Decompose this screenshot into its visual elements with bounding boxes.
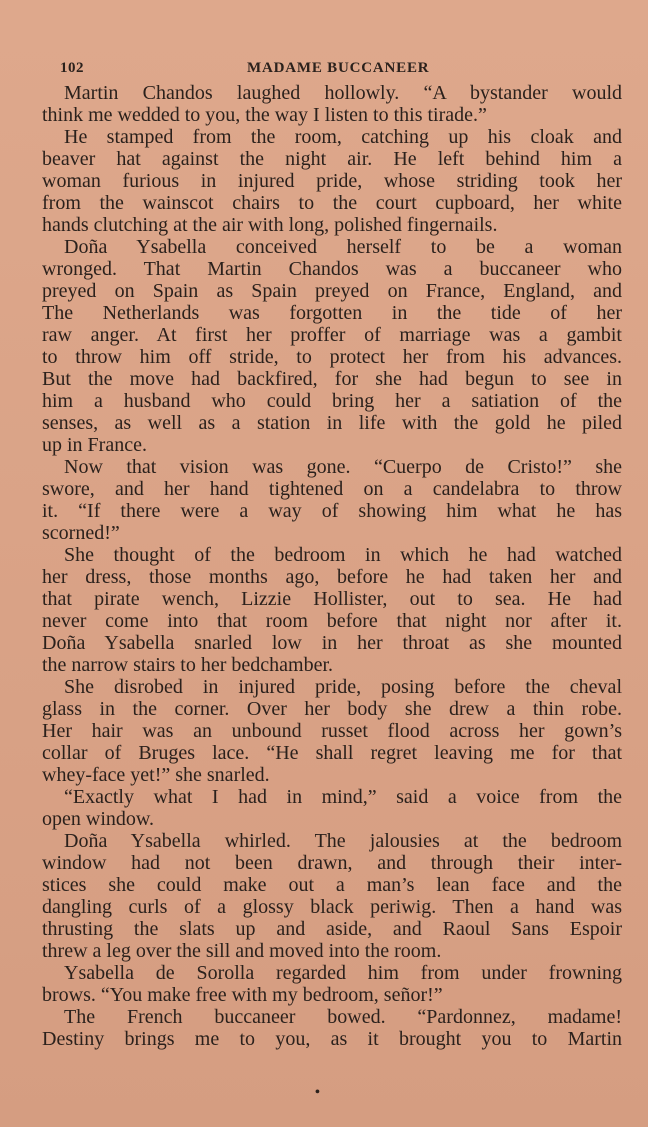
text-line: threw a leg over the sill and moved into the room.	[42, 940, 442, 962]
text-line: think me wedded to you, the way I listen to this tirade.”	[42, 104, 487, 126]
running-title: MADAME BUCCANEER	[247, 60, 430, 76]
text-line: Martin Chandos laughed hollowly. “A bystander would	[64, 82, 622, 104]
page-number: 102	[60, 60, 84, 76]
footer-mark: •	[315, 1085, 320, 1100]
text-line: that pirate wench, Lizzie Hollister, out to sea. He had	[42, 588, 622, 610]
text-line: from the wainscot chairs to the court cupboard, her white	[42, 192, 622, 214]
text-line: “Exactly what I had in mind,” said a voice from the	[64, 786, 622, 808]
text-line: brows. “You make free with my bedroom, señor!”	[42, 984, 443, 1006]
text-line: The Netherlands was forgotten in the tide of her	[42, 302, 622, 324]
text-line: window had not been drawn, and through their inter-	[42, 852, 622, 874]
body-text	[42, 82, 622, 1050]
text-line: never come into that room before that night nor after it.	[42, 610, 622, 632]
text-line: Destiny brings me to you, as it brought you to Martin	[42, 1028, 622, 1050]
text-line: raw anger. At first her proffer of marriage was a gambit	[42, 324, 622, 346]
text-line: Ysabella de Sorolla regarded him from under frowning	[64, 962, 622, 984]
text-line: woman furious in injured pride, whose striding took her	[42, 170, 622, 192]
text-line: him a husband who could bring her a satiation of the	[42, 390, 622, 412]
text-line: Doña Ysabella snarled low in her throat as she mounted	[42, 632, 622, 654]
text-line: the narrow stairs to her bedchamber.	[42, 654, 334, 676]
text-line: Now that vision was gone. “Cuerpo de Cristo!” she	[64, 456, 622, 478]
text-line: wronged. That Martin Chandos was a buccaneer who	[42, 258, 622, 280]
text-line: But the move had backfired, for she had begun to see in	[42, 368, 622, 390]
text-line: The French buccaneer bowed. “Pardonnez, madame!	[64, 1006, 622, 1028]
text-line: He stamped from the room, catching up his cloak and	[64, 126, 622, 148]
text-line: up in France.	[42, 434, 147, 456]
text-line: She thought of the bedroom in which he had watched	[64, 544, 622, 566]
text-line: preyed on Spain as Spain preyed on France, England, and	[42, 280, 622, 302]
text-line: glass in the corner. Over her body she drew a thin robe.	[42, 698, 622, 720]
text-line: open window.	[42, 808, 155, 830]
text-line: whey-face yet!” she snarled.	[42, 764, 270, 786]
text-line: scorned!”	[42, 522, 120, 544]
text-line: Doña Ysabella conceived herself to be a woman	[64, 236, 622, 258]
text-line: hands clutching at the air with long, polished fingernails.	[42, 214, 498, 236]
text-line: swore, and her hand tightened on a candelabra to throw	[42, 478, 622, 500]
text-line: stices she could make out a man’s lean face and the	[42, 874, 622, 896]
text-line: Doña Ysabella whirled. The jalousies at the bedroom	[64, 830, 622, 852]
text-line: her dress, those months ago, before he had taken her and	[42, 566, 622, 588]
text-line: to throw him off stride, to protect her from his advances.	[42, 346, 622, 368]
text-line: it. “If there were a way of showing him what he has	[42, 500, 622, 522]
text-line: beaver hat against the night air. He left behind him a	[42, 148, 622, 170]
text-line: thrusting the slats up and aside, and Raoul Sans Espoir	[42, 918, 622, 940]
text-line: She disrobed in injured pride, posing before the cheval	[64, 676, 622, 698]
text-line: Her hair was an unbound russet flood across her gown’s	[42, 720, 622, 742]
text-line: collar of Bruges lace. “He shall regret leaving me for that	[42, 742, 622, 764]
text-line: dangling curls of a glossy black periwig. Then a hand was	[42, 896, 622, 918]
text-line: senses, as well as a station in life with the gold he piled	[42, 412, 622, 434]
